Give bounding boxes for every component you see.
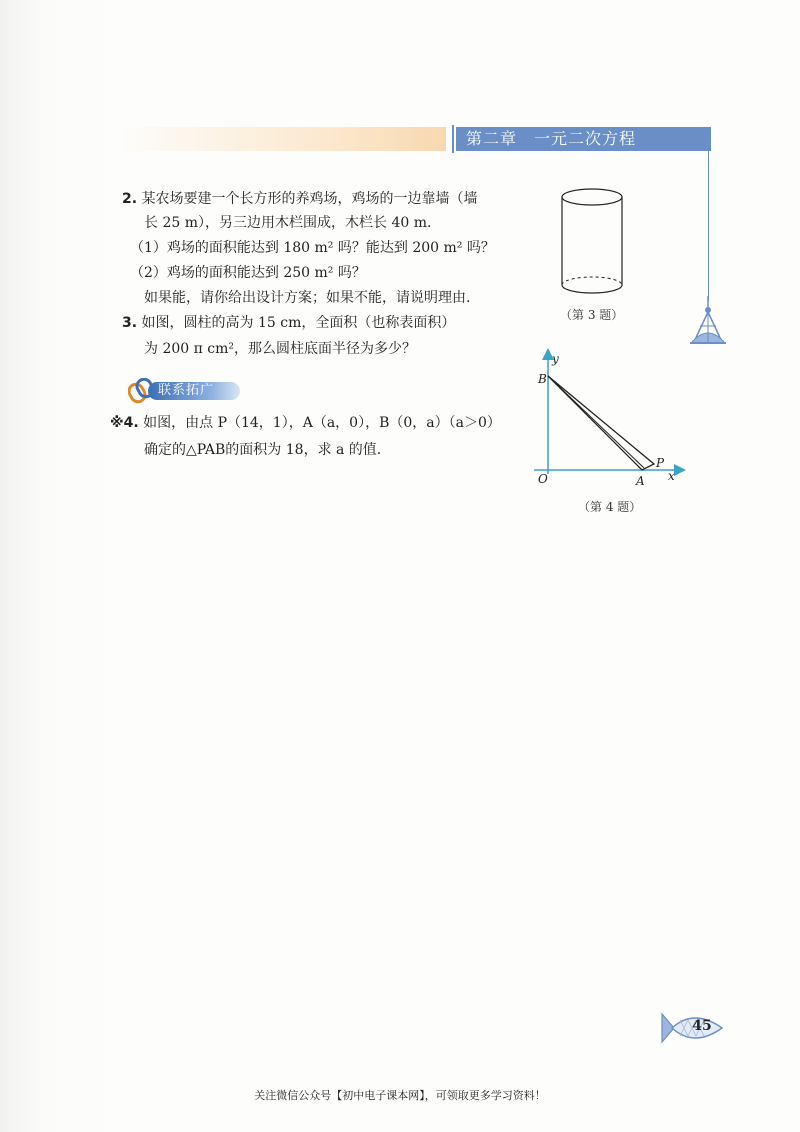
badge-label: 联系拓广 xyxy=(158,383,215,398)
figure-3-caption: （第 3 题） xyxy=(560,308,624,322)
fig4-label-a: A xyxy=(636,474,645,488)
chapter-title: 第二章 一元二次方程 xyxy=(456,127,711,151)
triangle-pab xyxy=(548,376,654,470)
header-divider xyxy=(452,125,454,153)
problem-2-part-1: （1）鸡场的面积能达到 180 m² 吗？能达到 200 m² 吗？ xyxy=(130,240,495,256)
problem-3-line-2: 为 200 π cm²，那么圆柱底面半径为多少？ xyxy=(144,341,417,357)
fig4-label-p: P xyxy=(656,456,665,470)
problem-4-line-1: ※4. 如图，由点 P（14，1），A（a，0），B（0，a）（a＞0） xyxy=(110,415,501,431)
pendulum-ornament-icon xyxy=(688,296,730,348)
problem-4-line-2: 确定的△PAB的面积为 18，求 a 的值. xyxy=(144,442,382,458)
header-gradient-strip xyxy=(120,127,446,151)
page-number: 45 xyxy=(692,1018,712,1034)
problem-2-part-2: （2）鸡场的面积能达到 250 m² 吗？ xyxy=(130,265,366,281)
problem-3-line-1: 3. 如图，圆柱的高为 15 cm，全面积（也称表面积） xyxy=(122,315,456,331)
footer-note: 关注微信公众号【初中电子课本网】，可领取更多学习资料！ xyxy=(254,1089,546,1102)
fig4-label-x: x xyxy=(668,469,675,483)
problem-number: 3. xyxy=(122,315,138,331)
cylinder-figure xyxy=(555,185,631,300)
triangle-coordinate-figure xyxy=(530,348,690,488)
fig4-label-o: O xyxy=(538,472,548,486)
problem-2-line-2: 长 25 m），另三边用木栏围成，木栏长 40 m. xyxy=(144,215,432,231)
fig4-label-b: B xyxy=(538,372,547,386)
fig4-label-y: y xyxy=(552,352,559,366)
problem-number: 2. xyxy=(122,191,138,207)
problem-2-line-5: 如果能，请你给出设计方案；如果不能，请说明理由. xyxy=(144,290,471,306)
figure-4-caption: （第 4 题） xyxy=(578,500,642,514)
problem-2-line-1: 2. 某农场要建一个长方形的养鸡场，鸡场的一边靠墙（墙 xyxy=(122,191,478,207)
pendulum-line xyxy=(708,151,709,301)
problem-number: ※4. xyxy=(110,415,139,431)
